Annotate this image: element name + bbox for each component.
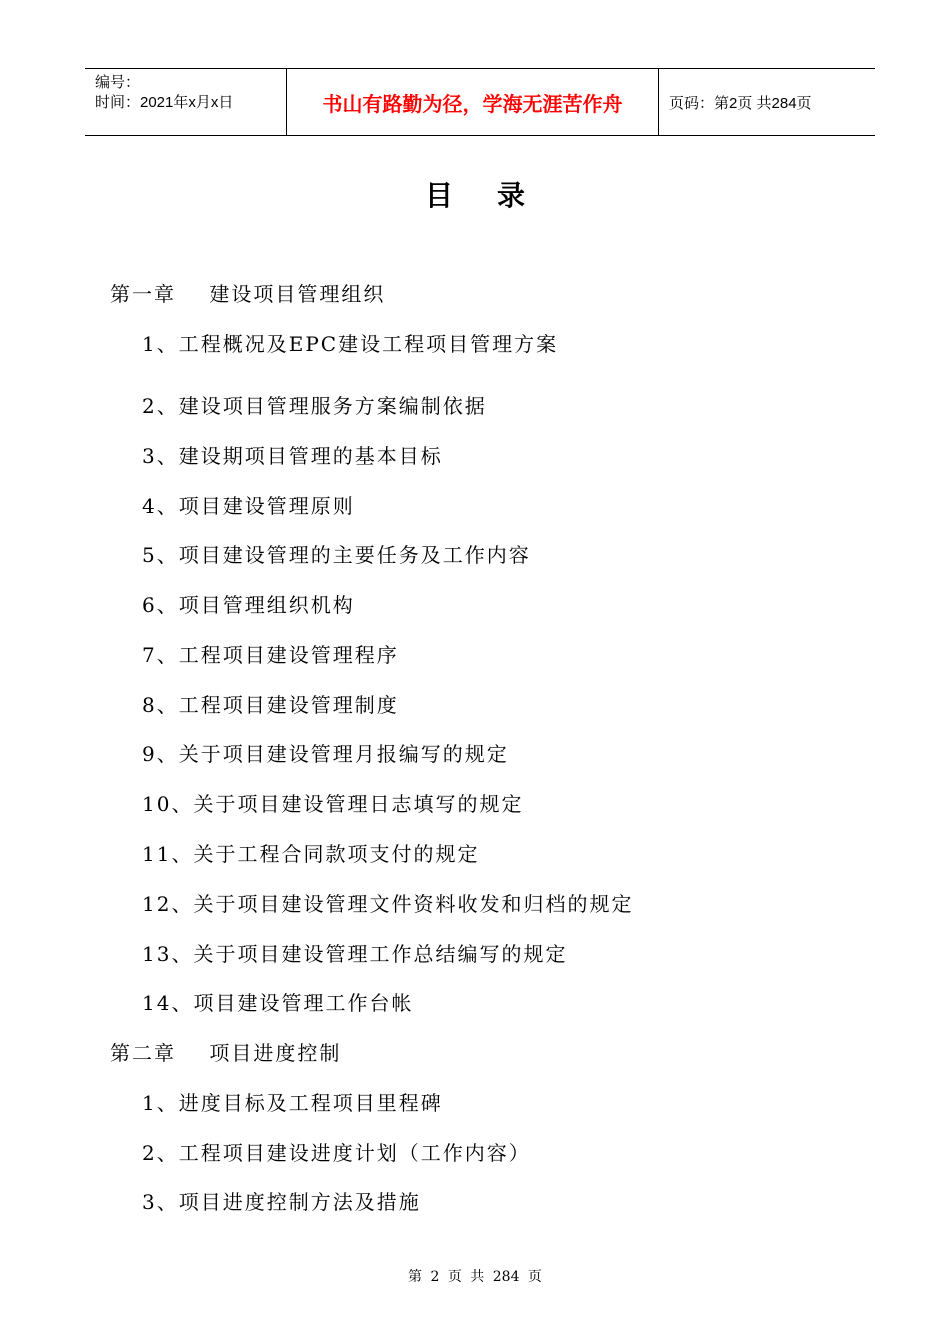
header-motto: 书山有路勤为径，学海无涯苦作舟 (286, 69, 659, 135)
toc-item[interactable]: 10、关于项目建设管理日志填写的规定 (142, 792, 524, 816)
page-title: 目录 (424, 179, 569, 212)
document-header (85, 68, 875, 136)
toc-item[interactable]: 7、工程项目建设管理程序 (142, 643, 399, 667)
toc-item[interactable]: 3、项目进度控制方法及措施 (142, 1190, 421, 1214)
toc-item[interactable]: 11、关于工程合同款项支付的规定 (142, 842, 480, 866)
toc-item[interactable]: 1、工程概况及EPC建设工程项目管理方案 (142, 332, 559, 356)
toc-item[interactable]: 13、关于项目建设管理工作总结编写的规定 (142, 942, 568, 966)
number-label: 编号： (95, 74, 141, 91)
toc-chapter-2[interactable]: 第二章 项目进度控制 (110, 1041, 342, 1065)
page-footer: 第 2 页 共 284 页 (408, 1269, 542, 1285)
toc-item[interactable]: 6、项目管理组织机构 (142, 593, 355, 617)
toc-item[interactable]: 4、项目建设管理原则 (142, 494, 355, 518)
toc-item[interactable]: 8、工程项目建设管理制度 (142, 693, 399, 717)
toc-item[interactable]: 5、项目建设管理的主要任务及工作内容 (142, 543, 531, 567)
header-meta-cell (85, 69, 286, 135)
toc-item[interactable]: 2、工程项目建设进度计划（工作内容） (142, 1141, 531, 1165)
header-page-label: 页码：第2页 共284页 (669, 94, 812, 112)
toc-item[interactable]: 12、关于项目建设管理文件资料收发和归档的规定 (142, 892, 634, 916)
toc-chapter-1[interactable]: 第一章 建设项目管理组织 (110, 282, 386, 306)
toc-item[interactable]: 9、关于项目建设管理月报编写的规定 (142, 742, 509, 766)
toc-item[interactable]: 3、建设期项目管理的基本目标 (142, 444, 443, 468)
toc-item[interactable]: 2、建设项目管理服务方案编制依据 (142, 394, 487, 418)
time-label: 时间：2021年x月x日 (95, 94, 234, 111)
toc-item[interactable]: 14、项目建设管理工作台帐 (142, 991, 414, 1015)
toc-item[interactable]: 1、进度目标及工程项目里程碑 (142, 1091, 443, 1115)
